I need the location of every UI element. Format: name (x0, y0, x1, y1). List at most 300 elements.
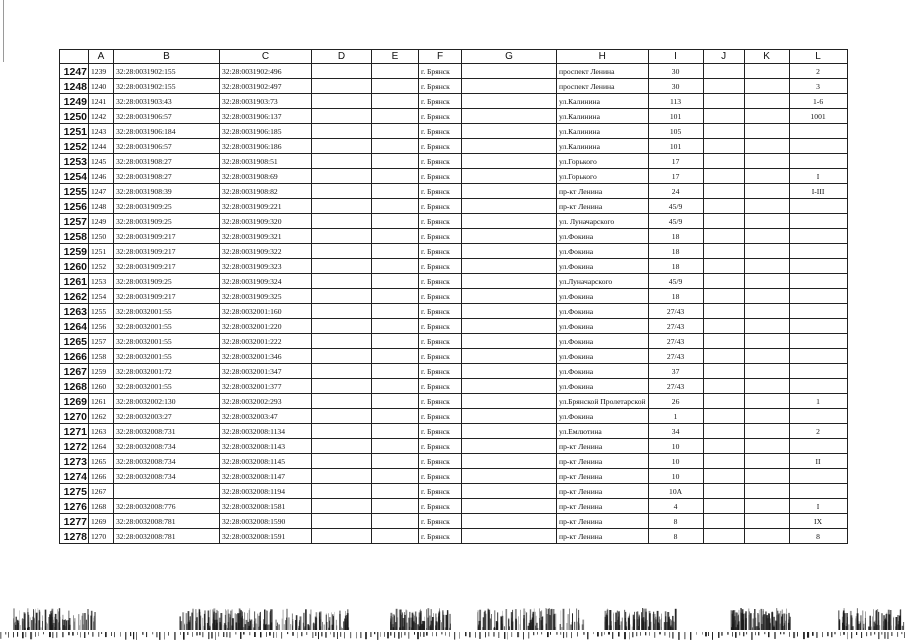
cell-l (789, 139, 847, 154)
cell-b: 32:28:0032001:55 (114, 349, 220, 364)
cell-j (703, 469, 744, 484)
table-row (60, 274, 848, 289)
cell-h: ул.Горького (557, 154, 649, 169)
cell-b: 32:28:0032003:27 (114, 409, 220, 424)
cell-j (703, 484, 744, 499)
cell-h: ул.Луначарского (557, 274, 649, 289)
row-number: 1264 (60, 319, 89, 334)
table-body (60, 64, 848, 544)
cell-b: 32:28:0031908:39 (114, 184, 220, 199)
cell-a: 1257 (89, 334, 114, 349)
cell-a: 1245 (89, 154, 114, 169)
cell-b: 32:28:0031906:57 (114, 139, 220, 154)
cell-f: г. Брянск (419, 364, 462, 379)
cell-b: 32:28:0031909:25 (114, 274, 220, 289)
table-row (60, 94, 848, 109)
row-number: 1274 (60, 469, 89, 484)
cell-g (462, 154, 557, 169)
cell-c: 32:28:0031908:69 (220, 169, 312, 184)
cell-h: пр-кт Ленина (557, 514, 649, 529)
cell-g (462, 499, 557, 514)
cell-d (312, 514, 372, 529)
cell-l (789, 379, 847, 394)
row-number: 1252 (60, 139, 89, 154)
cell-h: ул. Луначарского (557, 214, 649, 229)
cell-f: г. Брянск (419, 259, 462, 274)
cell-d (312, 484, 372, 499)
cell-a: 1254 (89, 289, 114, 304)
table-row (60, 109, 848, 124)
cell-b: 32:28:0031903:43 (114, 94, 220, 109)
row-number: 1273 (60, 454, 89, 469)
cell-a: 1268 (89, 499, 114, 514)
cell-b: 32:28:0032001:55 (114, 334, 220, 349)
cell-a: 1240 (89, 79, 114, 94)
cell-e (372, 409, 419, 424)
cell-f: г. Брянск (419, 394, 462, 409)
cell-e (372, 379, 419, 394)
cell-i: 105 (648, 124, 703, 139)
row-number: 1275 (60, 484, 89, 499)
cell-l (789, 484, 847, 499)
table-row (60, 169, 848, 184)
cell-d (312, 409, 372, 424)
cell-f: г. Брянск (419, 499, 462, 514)
cell-g (462, 169, 557, 184)
cell-f: г. Брянск (419, 289, 462, 304)
cell-a: 1261 (89, 394, 114, 409)
cell-e (372, 319, 419, 334)
cell-g (462, 439, 557, 454)
cell-g (462, 124, 557, 139)
cell-j (703, 259, 744, 274)
cell-i: 34 (648, 424, 703, 439)
cell-d (312, 169, 372, 184)
cell-k (744, 394, 789, 409)
cell-f: г. Брянск (419, 514, 462, 529)
column-header: G (462, 50, 557, 64)
cell-l: 3 (789, 79, 847, 94)
cell-g (462, 214, 557, 229)
cell-b: 32:28:0031909:217 (114, 244, 220, 259)
table-row (60, 79, 848, 94)
cell-l: 1 (789, 394, 847, 409)
row-number: 1247 (60, 64, 89, 79)
cell-i: 8 (648, 529, 703, 544)
cell-d (312, 274, 372, 289)
cell-h: ул.Брянской Пролетарской (557, 394, 649, 409)
cell-k (744, 94, 789, 109)
cell-g (462, 259, 557, 274)
cell-c: 32:28:0032008:1147 (220, 469, 312, 484)
cell-c: 32:28:0031909:323 (220, 259, 312, 274)
cell-b: 32:28:0032008:731 (114, 424, 220, 439)
cell-d (312, 334, 372, 349)
cell-c: 32:28:0032001:160 (220, 304, 312, 319)
cell-l (789, 199, 847, 214)
cell-b: 32:28:0032008:781 (114, 529, 220, 544)
table-row (60, 124, 848, 139)
table-row (60, 319, 848, 334)
cell-e (372, 184, 419, 199)
cell-g (462, 199, 557, 214)
cell-g (462, 424, 557, 439)
cell-e (372, 154, 419, 169)
cell-h: пр-кт Ленина (557, 184, 649, 199)
cell-c: 32:28:0031909:324 (220, 274, 312, 289)
cell-l: I (789, 499, 847, 514)
cell-g (462, 79, 557, 94)
cell-i: 17 (648, 169, 703, 184)
cell-i: 30 (648, 79, 703, 94)
cell-c: 32:28:0031909:325 (220, 289, 312, 304)
cell-d (312, 199, 372, 214)
row-number: 1266 (60, 349, 89, 364)
cell-f: г. Брянск (419, 199, 462, 214)
cell-a: 1258 (89, 349, 114, 364)
row-number: 1259 (60, 244, 89, 259)
cell-c: 32:28:0031906:185 (220, 124, 312, 139)
table-row (60, 64, 848, 79)
cell-l (789, 124, 847, 139)
cell-i: 10 (648, 454, 703, 469)
cell-d (312, 184, 372, 199)
table-row (60, 139, 848, 154)
cell-i: 101 (648, 139, 703, 154)
cell-b: 32:28:0032001:55 (114, 304, 220, 319)
cell-c: 32:28:0032001:346 (220, 349, 312, 364)
cell-j (703, 94, 744, 109)
cell-f: г. Брянск (419, 319, 462, 334)
cell-d (312, 454, 372, 469)
cell-f: г. Брянск (419, 64, 462, 79)
row-number: 1263 (60, 304, 89, 319)
cell-i: 45/9 (648, 274, 703, 289)
column-header: K (744, 50, 789, 64)
cell-a: 1259 (89, 364, 114, 379)
cell-k (744, 499, 789, 514)
column-header: J (703, 50, 744, 64)
cell-b: 32:28:0032002:130 (114, 394, 220, 409)
cell-d (312, 304, 372, 319)
cell-i: 26 (648, 394, 703, 409)
cell-a: 1267 (89, 484, 114, 499)
cell-e (372, 139, 419, 154)
cell-d (312, 439, 372, 454)
cell-i: 45/9 (648, 199, 703, 214)
row-number: 1262 (60, 289, 89, 304)
table-row (60, 394, 848, 409)
table-row (60, 424, 848, 439)
cell-l: IX (789, 514, 847, 529)
cell-l (789, 244, 847, 259)
cell-k (744, 484, 789, 499)
cell-f: г. Брянск (419, 484, 462, 499)
cell-e (372, 424, 419, 439)
cell-i: 27/43 (648, 379, 703, 394)
column-header: H (557, 50, 649, 64)
cell-l: I-III (789, 184, 847, 199)
cell-f: г. Брянск (419, 139, 462, 154)
cell-d (312, 229, 372, 244)
cell-g (462, 484, 557, 499)
row-number: 1253 (60, 154, 89, 169)
cell-a: 1246 (89, 169, 114, 184)
cell-i: 10 (648, 469, 703, 484)
cell-c: 32:28:0032001:222 (220, 334, 312, 349)
cell-b: 32:28:0031909:217 (114, 289, 220, 304)
cell-g (462, 529, 557, 544)
cell-e (372, 169, 419, 184)
cell-j (703, 454, 744, 469)
column-header: B (114, 50, 220, 64)
cell-g (462, 94, 557, 109)
cell-d (312, 154, 372, 169)
cell-b: 32:28:0031909:217 (114, 229, 220, 244)
cell-j (703, 244, 744, 259)
row-number: 1249 (60, 94, 89, 109)
cell-g (462, 379, 557, 394)
row-number: 1278 (60, 529, 89, 544)
cell-c: 32:28:0032008:1143 (220, 439, 312, 454)
table-row (60, 289, 848, 304)
cell-a: 1248 (89, 199, 114, 214)
cell-g (462, 109, 557, 124)
cell-k (744, 379, 789, 394)
table-row (60, 199, 848, 214)
cell-c: 32:28:0032008:1145 (220, 454, 312, 469)
cell-i: 113 (648, 94, 703, 109)
cell-j (703, 304, 744, 319)
cell-k (744, 64, 789, 79)
cell-e (372, 394, 419, 409)
cell-l (789, 364, 847, 379)
cell-j (703, 214, 744, 229)
cell-f: г. Брянск (419, 154, 462, 169)
row-number: 1260 (60, 259, 89, 274)
cell-e (372, 229, 419, 244)
cell-g (462, 349, 557, 364)
cell-e (372, 79, 419, 94)
cell-b: 32:28:0032001:55 (114, 379, 220, 394)
cell-j (703, 64, 744, 79)
corner-cell (60, 50, 89, 64)
cell-c: 32:28:0031909:321 (220, 229, 312, 244)
cell-l (789, 334, 847, 349)
cell-k (744, 229, 789, 244)
cell-a: 1269 (89, 514, 114, 529)
cell-d (312, 499, 372, 514)
scan-margin-line (3, 0, 4, 62)
cell-i: 27/43 (648, 319, 703, 334)
cell-a: 1270 (89, 529, 114, 544)
cell-i: 37 (648, 364, 703, 379)
cell-h: ул.Фокина (557, 409, 649, 424)
cell-a: 1255 (89, 304, 114, 319)
table-row (60, 304, 848, 319)
cell-l (789, 214, 847, 229)
cell-e (372, 439, 419, 454)
cell-b: 32:28:0032008:781 (114, 514, 220, 529)
cell-i: 18 (648, 244, 703, 259)
cell-j (703, 169, 744, 184)
cell-c: 32:28:0032001:377 (220, 379, 312, 394)
cell-g (462, 319, 557, 334)
cell-g (462, 304, 557, 319)
cell-d (312, 364, 372, 379)
cell-k (744, 334, 789, 349)
cell-j (703, 319, 744, 334)
cell-k (744, 184, 789, 199)
cell-f: г. Брянск (419, 454, 462, 469)
cell-i: 10А (648, 484, 703, 499)
cell-j (703, 439, 744, 454)
cell-b: 32:28:0031902:155 (114, 64, 220, 79)
cell-f: г. Брянск (419, 124, 462, 139)
cell-a: 1243 (89, 124, 114, 139)
cell-c: 32:28:0032001:347 (220, 364, 312, 379)
table-row (60, 499, 848, 514)
cell-l: II (789, 454, 847, 469)
cell-k (744, 169, 789, 184)
cell-f: г. Брянск (419, 244, 462, 259)
column-header: F (419, 50, 462, 64)
cell-a: 1251 (89, 244, 114, 259)
cell-a: 1252 (89, 259, 114, 274)
cell-a: 1244 (89, 139, 114, 154)
cell-e (372, 64, 419, 79)
cell-e (372, 214, 419, 229)
cell-j (703, 274, 744, 289)
cell-i: 1 (648, 409, 703, 424)
cell-f: г. Брянск (419, 94, 462, 109)
cell-l: I (789, 169, 847, 184)
cell-c: 32:28:0031908:51 (220, 154, 312, 169)
cell-k (744, 454, 789, 469)
cell-b: 32:28:0032008:734 (114, 469, 220, 484)
cell-b: 32:28:0031908:27 (114, 154, 220, 169)
cell-c: 32:28:0032008:1134 (220, 424, 312, 439)
cell-k (744, 244, 789, 259)
cell-e (372, 469, 419, 484)
cell-h: ул.Фокина (557, 379, 649, 394)
cell-j (703, 379, 744, 394)
cell-e (372, 289, 419, 304)
cell-c: 32:28:0032003:47 (220, 409, 312, 424)
cell-l (789, 274, 847, 289)
cell-c: 32:28:0032008:1591 (220, 529, 312, 544)
cell-a: 1260 (89, 379, 114, 394)
row-number: 1255 (60, 184, 89, 199)
table-row (60, 154, 848, 169)
cell-d (312, 214, 372, 229)
cell-j (703, 289, 744, 304)
cell-g (462, 64, 557, 79)
cell-l (789, 439, 847, 454)
cell-h: ул.Фокина (557, 334, 649, 349)
cell-f: г. Брянск (419, 334, 462, 349)
cell-l: 2 (789, 424, 847, 439)
cell-i: 45/9 (648, 214, 703, 229)
cell-j (703, 184, 744, 199)
cell-i: 27/43 (648, 349, 703, 364)
cell-e (372, 274, 419, 289)
cell-b: 32:28:0032008:734 (114, 439, 220, 454)
cell-j (703, 79, 744, 94)
column-header-row (60, 50, 848, 64)
cell-i: 8 (648, 514, 703, 529)
row-number: 1270 (60, 409, 89, 424)
cell-f: г. Брянск (419, 349, 462, 364)
cell-k (744, 304, 789, 319)
cell-h: пр-кт Ленина (557, 484, 649, 499)
cell-h: ул.Фокина (557, 259, 649, 274)
cell-g (462, 454, 557, 469)
cell-e (372, 244, 419, 259)
cell-c: 32:28:0031902:496 (220, 64, 312, 79)
cell-a: 1239 (89, 64, 114, 79)
cell-h: ул.Фокина (557, 349, 649, 364)
cell-c: 32:28:0031909:320 (220, 214, 312, 229)
row-number: 1268 (60, 379, 89, 394)
cell-k (744, 259, 789, 274)
cell-f: г. Брянск (419, 184, 462, 199)
row-number: 1267 (60, 364, 89, 379)
cell-e (372, 94, 419, 109)
cell-d (312, 469, 372, 484)
row-number: 1258 (60, 229, 89, 244)
cell-j (703, 424, 744, 439)
cell-l (789, 319, 847, 334)
cell-a: 1250 (89, 229, 114, 244)
cell-a: 1265 (89, 454, 114, 469)
cell-h: ул.Калинина (557, 124, 649, 139)
cell-e (372, 529, 419, 544)
cell-a: 1263 (89, 424, 114, 439)
cell-j (703, 139, 744, 154)
row-number: 1265 (60, 334, 89, 349)
cell-g (462, 184, 557, 199)
column-header: D (312, 50, 372, 64)
cell-l: 1-6 (789, 94, 847, 109)
cell-d (312, 424, 372, 439)
cell-c: 32:28:0031903:73 (220, 94, 312, 109)
cell-g (462, 139, 557, 154)
cell-f: г. Брянск (419, 109, 462, 124)
cell-h: ул.Фокина (557, 319, 649, 334)
cell-j (703, 409, 744, 424)
cell-j (703, 229, 744, 244)
cell-d (312, 139, 372, 154)
cell-c: 32:28:0032002:293 (220, 394, 312, 409)
cell-i: 27/43 (648, 334, 703, 349)
cell-b: 32:28:0031909:25 (114, 214, 220, 229)
cell-h: пр-кт Ленина (557, 499, 649, 514)
cell-f: г. Брянск (419, 424, 462, 439)
cell-a: 1256 (89, 319, 114, 334)
row-number: 1261 (60, 274, 89, 289)
column-header: C (220, 50, 312, 64)
table-row (60, 229, 848, 244)
table-row (60, 529, 848, 544)
cell-l (789, 289, 847, 304)
cell-h: пр-кт Ленина (557, 469, 649, 484)
cell-f: г. Брянск (419, 214, 462, 229)
cell-g (462, 334, 557, 349)
cell-e (372, 259, 419, 274)
cell-d (312, 319, 372, 334)
cell-e (372, 514, 419, 529)
